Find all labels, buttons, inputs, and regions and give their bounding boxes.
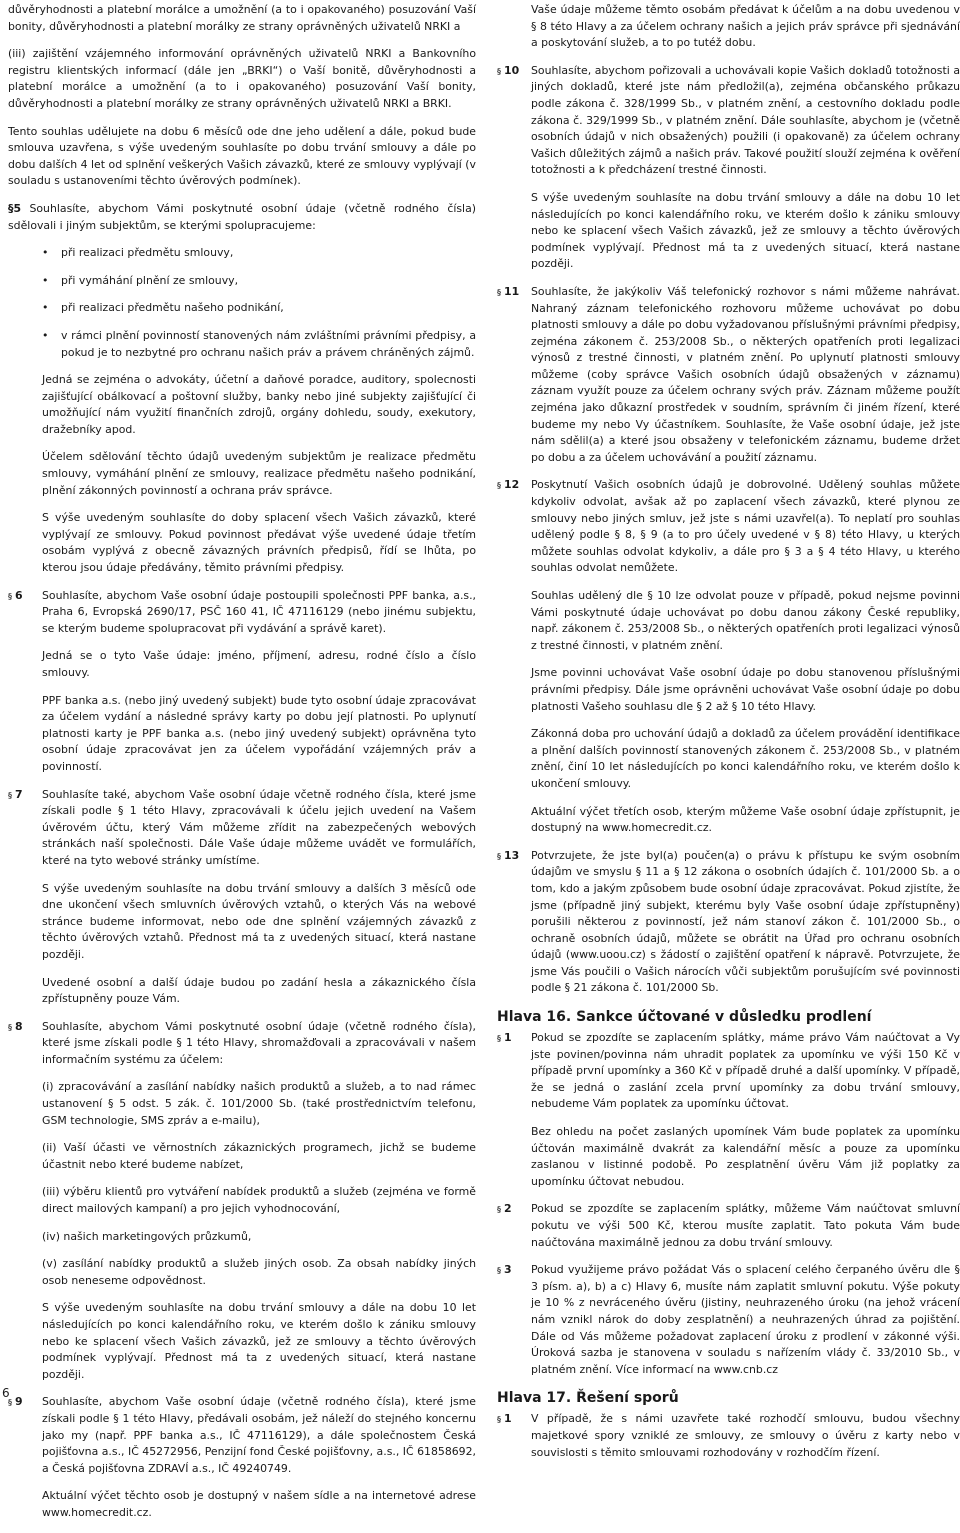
- section-number: 3: [504, 1263, 512, 1277]
- list-item: • při vymáhání plnění ze smlouvy,: [61, 273, 476, 290]
- paragraph: S výše uvedeným souhlasíte na dobu trvání smlouvy a dále na dobu 10 let následujících po konci kalendářního roku, ve kterém došlo k zániku smlouvy nebo ke splacení všech Vašich závazků, jež ze smlouvy a těchto úvěrových podmínek vyplývají. Přednost má ta z uvedených situací, která nastane později.: [42, 1301, 476, 1381]
- section-16-1: [497, 1030, 960, 1190]
- section-7: [8, 787, 476, 1008]
- section-number: 5: [13, 201, 22, 215]
- paragraph: Uvedené osobní a další údaje budou po zadání hesla a zákaznického čísla zpřístupněny pouze Vám.: [42, 975, 476, 1006]
- section-marker-icon: §: [497, 66, 501, 76]
- section-text: Poskytnutí Vašich osobních údajů je dobrovolné. Udělený souhlas můžete kdykoliv odvolat, avšak až po zaplacení všech závazků, které plynou ze smlouvy nebo jiných smluv, jež jste s námi uzavřel(a). To neplatí pro souhlas udělený podle § 8, § 9 (a to pro účely uvedené v § 8) této Hlavy, u kterých můžete souhlas odvolat kdykoliv, a dále pro § 3 a § 4 této Hlavy, u kterého souhlas odvolat nemůžete.: [531, 478, 960, 575]
- section-number: 11: [504, 284, 520, 298]
- section-marker-icon: §: [8, 790, 12, 800]
- section-marker-icon: §: [497, 481, 501, 491]
- paragraph: Jedná se o tyto Vaše údaje: jméno, příjmení, adresu, rodné číslo a číslo smlouvy.: [42, 649, 476, 679]
- section-16-3: [497, 1262, 960, 1378]
- list-item: (i) zpracovávání a zasílání nabídky našich produktů a služeb, a to nad rámec ustanovení § 5 odst. 5 zák. č. 101/2000 Sb. (také prostřednictvím telefonu, GSM technologie, SMS zpráv a e-mailu),: [42, 1080, 476, 1127]
- left-column: [8, 2, 476, 1533]
- paragraph: Jsme povinni uchovávat Vaše osobní údaje po dobu stanovenou příslušnými právními předpisy. Dále jsme oprávněni uchovávat Vaše osobní údaje po dobu platnosti Vašeho souhlasu dle § 2 až § 10 této Hlavy.: [531, 666, 960, 713]
- section-number: 8: [15, 1019, 23, 1033]
- section-5: [8, 201, 476, 234]
- section-marker-icon: §: [497, 851, 501, 861]
- section-text: Souhlasíte také, abychom Vaše osobní údaje včetně rodného čísla, které jsme získali podle § 1 této Hlavy, zpracovávali k účelu jejich uvedení na Vašem úvěrovém účtu, který Vám můžeme zřídit na zabezpečených webových stránkách naší společnosti. Dále Vaše údaje můžeme uvádět ve formulářích, které na tyto webové stránky umístíme.: [42, 787, 476, 867]
- section-number: 12: [504, 478, 520, 492]
- section-text: Pokud využijeme právo požádat Vás o splacení celého čerpaného úvěru dle § 3 písm. a), b) a c) Hlavy 6, musíte nám zaplatit smluvní pokutu. Výše pokuty je 10 % z nevráceného úvěru (jistiny, neuhrazeného úroku (na jehož vrácení nám vznikl nárok do doby zesplatnění) a neuhrazených úhrad za pojištění. Dále od Vás můžeme požadovat zaplacení úroku z prodlení v zákonné výši. Úroková sazba je stanovena v souladu s nařízením vlády č. 33/2010 Sb., v platném znění. Více informací na www.cnb.cz: [531, 1263, 960, 1376]
- section-marker-icon: §: [497, 1034, 501, 1044]
- section-marker-icon: §: [8, 1022, 12, 1032]
- list-item: (iii) výběru klientů pro vytváření nabídek produktů a služeb (zejména ve formě direct mailových kampaní) a pro jejich vyhodnocování,: [42, 1185, 476, 1216]
- paragraph: PPF banka a.s. (nebo jiný uvedený subjekt) bude tyto osobní údaje zpracovávat za účelem vydání a následné správy karty po dobu její platnosti. Po uplynutí platnosti karty je PPF banka a.s. (nebo jiný uvedený subjekt) oprávněna tyto osobní údaje zpracovávat jen za účelem vypořádání vzájemných práv a povinností.: [42, 693, 476, 773]
- section-text: Souhlasíte, abychom Vámi poskytnuté osobní údaje (včetně rodného čísla), které jsme získali podle § 1 této Hlavy, shromažďovali a zpracovávali v našem informačním systému za účelem:: [42, 1019, 476, 1066]
- section-text: Potvrzujete, že jste byl(a) poučen(a) o právu k přístupu ke svým osobním údajům ve smyslu § 11 a § 12 zákona o osobních údajích č. 101/2000 Sb. a o tom, kdo a jakým způsobem bude osobní údaje zpracovávat. Pokud zjistíte, že jsme (případně jiný subjekt, kterému byly Vaše osobní údaje zpřístupněny) porušili některou z povinností, jež nám stanoví zákon č. 101/2000 Sb., o ochraně osobních údajů, můžete se obrátit na Úřad pro ochranu osobních údajů (www.uoou.cz) s žádostí o zajištění opatření k nápravě. Potvrzujete, že jsme Vás poučili o Vašich nárocích vůči subjektům porušujícím své povinnosti podle § 21 zákona č. 101/2000 Sb.: [531, 848, 960, 995]
- list-item: (v) zasílání nabídky produktů a služeb jiných osob. Za obsah nabídky jiných osob neneseme odpovědnost.: [42, 1257, 476, 1287]
- paragraph: S výše uvedeným souhlasíte do doby splacení všech Vašich závazků, které vyplývají ze smlouvy. Pokud povinnost předávat výše uvedené údaje třetím osobám vyplývá z obecně závazných právních předpisů, řídí se lhůta, po kterou jsou údaje předávány, těmito právními předpisy.: [42, 511, 476, 575]
- paragraph: Aktuální výčet třetích osob, kterým můžeme Vaše osobní údaje zpřístupnit, je dostupný na www.homecredit.cz.: [531, 804, 960, 835]
- list-item: (ii) Vaší účasti ve věrnostních zákaznických programech, jichž se budeme účastnit nebo které budeme nabízet,: [42, 1141, 476, 1171]
- paragraph: S výše uvedeným souhlasíte na dobu trvání smlouvy a dále na dobu 10 let následujících po konci kalendářního roku, ve kterém došlo k zániku smlouvy nebo ke splacení všech Vašich závazků, jež ze smlouvy a těchto úvěrových podmínek vyplývají. Přednost má ta z uvedených situací, která nastane později.: [531, 190, 960, 271]
- section-17-1: [497, 1411, 960, 1461]
- section-number: 1: [504, 1412, 512, 1426]
- section-marker-icon: §: [8, 591, 12, 601]
- page-number: 6: [2, 1386, 10, 1400]
- section-marker-icon: §: [8, 1398, 12, 1408]
- paragraph: Jedná se zejména o advokáty, účetní a daňové poradce, auditory, spolecnosti zajišťující obálkovací a poštovní služby, banky nebo jiné subjekty zajišťující či umožňující nám využití finančních zdrojů, orgány dohledu, soudy, exekutory, dražebníky apod.: [42, 373, 476, 436]
- section-12: [497, 477, 960, 836]
- section-number: 6: [15, 588, 23, 602]
- section-text: Souhlasíte, že jakýkoliv Váš telefonický rozhovor s námi můžeme nahrávat. Nahraný záznam telefonického rozhovoru můžeme uchovávat po dobu platnosti smlouvy a dále po dobu vyžadovanou příslušnými právními předpisy, zejména zákonem č. 253/2008 Sb., o některých opatřeních proti legalizaci výnosů z trestné činnosti, v platném znění. Po uplynutí platnosti smlouvy můžeme (coby správce Vašich osobních údajů obsažených v záznamu) záznam využít pouze za účelem ochrany svých práv. Záznam můžeme použít zejména jako důkazní prostředek v soudním, správním či jiném řízení, které budeme my nebo Vy účastníkem. Souhlasíte, že Vaše osobní údaje, jež jste nám sdělil(a) a které jsou obsaženy v telefonickém záznamu, budeme držet po dobu a za účelem uchovávání a použití záznamu.: [531, 284, 960, 464]
- section-8: [8, 1019, 476, 1384]
- list-item: • při realizaci předmětu smlouvy,: [61, 245, 476, 262]
- paragraph: S výše uvedeným souhlasíte na dobu trvání smlouvy a dalších 3 měsíců ode dne ukončení všech smluvních úvěrových vztahů, o kterých Vás na webové stránce budeme informovat, nebo ode dne splnění vzájemných závazků z těchto úvěrových vztahů. Přednost má ta z uvedených situací, která nastane později.: [42, 881, 476, 961]
- paragraph: Aktuální výčet těchto osob je dostupný v našem sídle a na internetové adrese www.homecredit.cz.: [42, 1489, 476, 1519]
- section-marker-icon: §: [497, 1266, 501, 1276]
- paragraph: Vaše údaje můžeme těmto osobám předávat k účelům a na dobu uvedenou v § 8 této Hlavy a za účelem ochrany našich a jejich práv správce při sjednávání a poskytování služeb, a to po tutéž dobu.: [531, 3, 960, 50]
- list-item: (iv) našich marketingových průzkumů,: [42, 1229, 252, 1243]
- paragraph: Zákonná doba pro uchování údajů a dokladů za účelem provádění identifikace a plnění dalších povinností stanovených zákonem č. 253/2008 Sb., v platném znění, činí 10 let následujících po konci kalendářního roku, ve kterém došlo k ukončení smlouvy.: [531, 727, 960, 790]
- chapter-heading: Hlava 17. Řešení sporů: [497, 1390, 679, 1407]
- section-text: Souhlasíte, abychom Vaše osobní údaje (včetně rodného čísla), které jsme získali podle § 1 této Hlavy, předávali osobám, jež náleží do stejného koncernu jako my (např. PPF banka a.s., IČ 47116129), a dále společnostem Česká pojišťovna a.s., IČ 45272956, Penzijní fond České pojišťovny, a.s., IČ 61858692, a Česká pojišťovna ZDRAVÍ a.s., IČ 49240749.: [42, 1395, 476, 1475]
- list-item: • v rámci plnění povinností stanovených nám zvláštními právními předpisy, a pokud je to nezbytné pro ochranu našich práv a právem chráněných zájmů.: [61, 328, 476, 361]
- section-13: [497, 848, 960, 997]
- section-number: 10: [504, 63, 520, 77]
- section-text: Pokud se zpozdíte se zaplacením splátky, můžeme Vám naúčtovat smluvní pokutu ve výši 500 Kč, kterou musíte zaplatit. Tato pokuta Vám bude naúčtována maximálně jednou za dobu trvání smlouvy.: [531, 1202, 960, 1249]
- section-text: Souhlasíte, abychom pořizovali a uchovávali kopie Vašich dokladů totožnosti a jiných dokladů, které jste nám předložil(a), zejména občanského průkazu podle zákona č. 328/1999 Sb., v platném znění, a cestovního dokladu podle zákona č. 329/1999 Sb., v platném znění. Dále souhlasíte, abychom je (včetně osobních údajů v nich obsažených) použili (i opakovaně) za účelem ochrany Vašich důležitých zájmů a našich práv. Takové použití slouží zejména k ověření totožnosti a k předcházení trestné činnosti.: [531, 63, 960, 177]
- section-11: [497, 284, 960, 467]
- paragraph: Účelem sdělování těchto údajů uvedeným subjektům je realizace předmětu smlouvy, vymáhání plnění ze smlouvy, realizace předmětu našeho podnikání, plnění zákonných povinností a ochrana práv správce.: [42, 450, 476, 497]
- section-number: 13: [504, 848, 520, 862]
- section-marker-icon: §: [497, 1205, 501, 1215]
- section-number: 1: [504, 1031, 512, 1045]
- section-text: Pokud se zpozdíte se zaplacením splátky, máme právo Vám naúčtovat a Vy jste povinen/povinna nám uhradit poplatek za upomínku ve výši 150 Kč v případě první upomínky a 360 Kč v případě druhé a další upomínky. V případě, že se jedná o zaslání zcela první upomínky za dobu trvání smlouvy, nebudeme Vám poplatek za upomínku účtovat.: [531, 1031, 960, 1111]
- section-16-2: [497, 1201, 960, 1251]
- intro-paragraph: (iii) zajištění vzájemného informování oprávněných uživatelů NRKI a Bankovního registru klientských informací (dále jen „BRKI“) o Vaší bonitě, důvěryhodnosti a platební morálce a umožnění (a to i opakovaného) posuzování Vaší bonity, důvěryhodnosti a platební morálky ze strany oprávněných uživatelů NRKI a BRKI.: [8, 47, 476, 110]
- right-column: [497, 2, 960, 1472]
- intro-paragraph: Tento souhlas udělujete na dobu 6 měsíců ode dne jeho udělení a dále, pokud bude smlouva uzavřena, s výše uvedeným souhlasíte po dobu trvání smlouvy a dále po dobu dalších 4 let od splnění veškerých Vašich závazků, které ze smlouvy vyplývají (v souladu s ustanoveními těchto úvěrových podmínek).: [8, 124, 476, 188]
- paragraph: Souhlas udělený dle § 10 lze odvolat pouze v případě, pokud nejsme povinni Vámi poskytnuté údaje uchovávat po dobu danou zákony České republiky, např. zákonem č. 253/2008 Sb., o některých opatřeních proti legalizaci výnosů z trestné činnosti, v platném znění.: [531, 589, 960, 652]
- section-number: 2: [504, 1202, 512, 1216]
- intro-paragraph: důvěryhodnosti a platební morálce a umožnění (a to i opakovaného) posuzování Vaší bonity, důvěryhodnosti a platební morálky ze strany oprávněných uživatelů NRKI a: [8, 3, 476, 33]
- list-item: • při realizaci předmětu našeho podnikání,: [61, 300, 476, 317]
- section-6: [8, 588, 476, 776]
- section-number: 7: [15, 787, 23, 801]
- section-10: [497, 63, 960, 273]
- section-text: Souhlasíte, abychom Vámi poskytnuté osobní údaje (včetně rodného čísla) sdělovali i jiným subjektům, se kterými spolupracujeme:: [8, 201, 476, 232]
- paragraph: Bez ohledu na počet zaslaných upomínek Vám bude poplatek za upomínku účtován maximálně dvakrát za kalendářní měsíc a pouze za upomínku zaslanou v listinné podobě. Po zesplatnění úvěru Vám již poplatky za upomínku účtovat nebudou.: [531, 1125, 960, 1188]
- section-marker-icon: §: [497, 287, 501, 297]
- section-9: [8, 1394, 476, 1521]
- chapter-heading: Hlava 16. Sankce účtované v důsledku prodlení: [497, 1009, 872, 1026]
- section-marker-icon: §: [8, 201, 14, 215]
- section-text: V případě, že s námi uzavřete také rozhodčí smlouvu, budou všechny majetkové spory vzniklé ze smlouvy, ze smlouvy o úvěru z karty nebo v souvislosti s těmito smlouvami rozhodovány v rozhodčím řízení.: [531, 1412, 960, 1459]
- bullet-list: [61, 245, 476, 361]
- section-number: 9: [15, 1395, 23, 1409]
- section-marker-icon: §: [497, 1415, 501, 1425]
- section-text: Souhlasíte, abychom Vaše osobní údaje postoupili společnosti PPF banka, a.s., Praha 6, Evropská 2690/17, PSČ 160 41, IČ 47116129 (nebo jinému subjektu, se kterým budeme spolupracovat při vydávání a správě karet).: [42, 588, 476, 635]
